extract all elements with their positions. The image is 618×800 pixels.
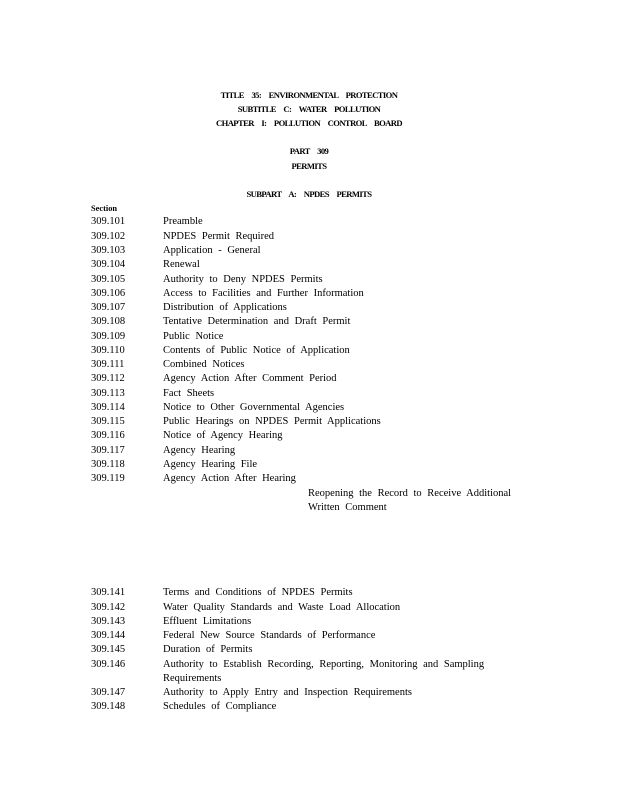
section-number: 309.116 — [91, 430, 125, 441]
section-title: Authority to Establish Recording, Reporting, Monitoring and Sampling Requirements — [163, 659, 485, 684]
section-number: 309.148 — [91, 701, 126, 712]
section-number: 309.147 — [91, 687, 126, 698]
table-row — [0, 615, 618, 629]
section-number: 309.119 — [91, 473, 125, 484]
table-row — [0, 686, 618, 700]
section-title: Agency Action After Hearing — [163, 473, 296, 484]
section-number: 309.107 — [91, 302, 126, 313]
section-title: Duration of Permits — [163, 644, 253, 655]
table-row — [0, 258, 618, 272]
table-row — [0, 643, 618, 657]
section-number: 309.108 — [91, 316, 126, 327]
table-row — [0, 586, 618, 600]
section-number: 309.141 — [91, 587, 126, 598]
table-row — [0, 230, 618, 244]
part-name: PERMITS — [291, 161, 327, 171]
section-title: Agency Hearing — [163, 445, 236, 456]
section-number: 309.143 — [91, 616, 126, 627]
section-title: Agency Action After Comment Period — [163, 373, 337, 384]
table-row — [0, 287, 618, 301]
section-label: Section — [91, 204, 118, 213]
section-title: Water Quality Standards and Waste Load Allocation — [163, 602, 401, 613]
subtitle-line: SUBTITLE C: WATER POLLUTION — [237, 104, 381, 114]
table-row — [0, 401, 618, 415]
section-title: Federal New Source Standards of Performance — [163, 630, 376, 641]
section-title: Agency Hearing File — [163, 459, 258, 470]
section-number: 309.145 — [91, 644, 126, 655]
section-title: Combined Notices — [163, 359, 245, 370]
section-number: 309.106 — [91, 288, 126, 299]
table-row — [0, 429, 618, 443]
section-title: Schedules of Compliance — [163, 701, 277, 712]
section-number: 309.110 — [91, 345, 125, 356]
table-row — [0, 344, 618, 358]
section-title: Public Notice — [163, 331, 224, 342]
reopening-note: Reopening the Record to Receive Additional Written Comment — [308, 488, 512, 513]
section-title: Distribution of Applications — [163, 302, 287, 313]
table-row — [0, 472, 618, 486]
section-number: 309.144 — [91, 630, 126, 641]
table-row — [0, 458, 618, 472]
section-number: 309.101 — [91, 216, 126, 227]
section-number: 309.115 — [91, 416, 125, 427]
section-title: Effluent Limitations — [163, 616, 252, 627]
section-number: 309.114 — [91, 402, 125, 413]
table-row — [0, 315, 618, 329]
table-row — [0, 358, 618, 372]
section-title: Notice to Other Governmental Agencies — [163, 402, 345, 413]
section-number: 309.118 — [91, 459, 125, 470]
part-line: PART 309 — [289, 146, 329, 156]
section-title: Authority to Apply Entry and Inspection Requirements — [163, 687, 412, 698]
table-row — [0, 444, 618, 458]
section-title: Tentative Determination and Draft Permit — [163, 316, 351, 327]
table-row — [0, 372, 618, 386]
section-title: Application - General — [163, 245, 261, 256]
title-line: TITLE 35: ENVIRONMENTAL PROTECTION — [220, 90, 398, 100]
table-row — [0, 700, 618, 714]
section-title: Terms and Conditions of NPDES Permits — [163, 587, 353, 598]
table-row — [0, 301, 618, 315]
table-row — [0, 215, 618, 229]
table-row — [0, 601, 618, 615]
section-title: Notice of Agency Hearing — [163, 430, 283, 441]
section-title: NPDES Permit Required — [163, 231, 274, 242]
section-title: Fact Sheets — [163, 388, 215, 399]
section-title: Contents of Public Notice of Application — [163, 345, 350, 356]
section-title: Renewal — [163, 259, 200, 270]
section-number: 309.117 — [91, 445, 125, 456]
table-row — [0, 244, 618, 258]
table-row — [0, 387, 618, 401]
section-number: 309.103 — [91, 245, 126, 256]
section-number: 309.113 — [91, 388, 125, 399]
section-title: Preamble — [163, 216, 203, 227]
section-number: 309.104 — [91, 259, 126, 270]
section-number: 309.112 — [91, 373, 125, 384]
table-row — [0, 330, 618, 344]
section-title: Public Hearings on NPDES Permit Applications — [163, 416, 381, 427]
subpart-line: SUBPART A: NPDES PERMITS — [246, 189, 372, 199]
section-title: Authority to Deny NPDES Permits — [163, 274, 323, 285]
section-title: Access to Facilities and Further Information — [163, 288, 364, 299]
section-number: 309.105 — [91, 274, 126, 285]
table-row — [0, 629, 618, 643]
section-number: 309.109 — [91, 331, 126, 342]
section-number: 309.146 — [91, 659, 126, 670]
section-number: 309.111 — [91, 359, 125, 370]
chapter-line: CHAPTER I: POLLUTION CONTROL BOARD — [216, 118, 402, 128]
section-number: 309.102 — [91, 231, 126, 242]
table-row — [0, 415, 618, 429]
table-row — [0, 273, 618, 287]
section-number: 309.142 — [91, 602, 126, 613]
